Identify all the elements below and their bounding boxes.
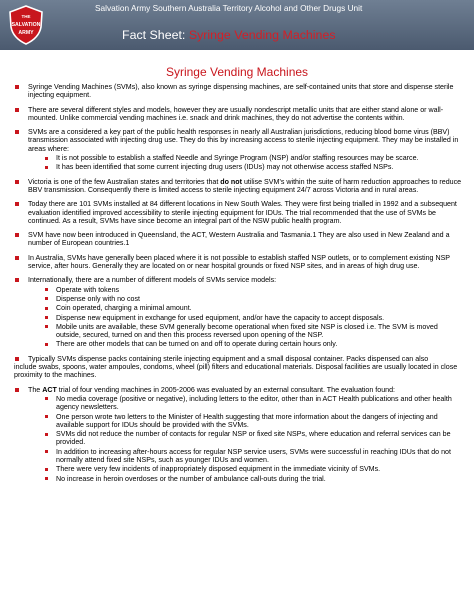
sub-list — [28, 395, 462, 483]
paragraph-text: SVMs are a considered a key part of the public health responses in nearly all Australian jurisdictions, reducing blood borne virus (BBV) transmission associated with injecting drug use. They do this by increasing access to sterile injecting equipment. They may be installed in areas where: — [28, 128, 459, 153]
paragraph-text — [28, 178, 462, 195]
sub-item-text: There were very few incidents of inappropriately disposed equipment in the immediate vicinity of SVMs. — [56, 465, 381, 474]
logo-text-salvation: SALVATION — [11, 22, 41, 28]
square-bullet-icon — [15, 388, 19, 392]
text-run: The — [28, 385, 43, 394]
small-bullet-icon — [45, 297, 48, 300]
small-bullet-icon — [45, 316, 48, 319]
sub-list — [28, 154, 462, 172]
header-band — [0, 0, 474, 50]
sub-item-text: Dispense only with no cost — [56, 294, 140, 303]
sub-item-text: No media coverage (positive or negative), including letters to the editor, other than in ACT Health publications and other health agency newsletters. — [56, 394, 452, 412]
list-item — [14, 355, 462, 380]
sub-list-item — [42, 395, 462, 412]
square-bullet-icon — [15, 202, 19, 206]
list-item — [14, 106, 462, 123]
text-run: trial of four vending machines in 2005-2006 was evaluated by an external consultant. The evaluation found: — [56, 385, 396, 394]
sub-list-item — [42, 323, 462, 340]
sub-item-text: Dispense new equipment in exchange for used equipment, and/or have the capacity to accept disposals. — [56, 313, 385, 322]
sub-item-text: Mobile units are available, these SVM generally become operational when fixed site NSP is closed i.e. The SVM is moved outside, secured, turned on and then this process reversed upon opening of the NSP. — [56, 322, 438, 340]
bold-text: ACT — [42, 385, 57, 394]
list-item — [14, 178, 462, 195]
paragraph-text-line1: Typically SVMs dispense packs containing sterile injecting equipment and a small disposal container. Packs dispensed can also — [28, 354, 429, 363]
small-bullet-icon — [45, 343, 48, 346]
sub-item-text: There are other models that can be turned on and off to operate during certain hours only. — [56, 340, 338, 349]
list-item — [14, 128, 462, 171]
bold-text: do not — [220, 177, 242, 186]
small-bullet-icon — [45, 288, 48, 291]
sub-list-item — [42, 340, 462, 348]
page-heading: Syringe Vending Machines — [165, 65, 309, 79]
square-bullet-icon — [15, 130, 19, 134]
sub-item-text: Coin operated, charging a minimal amount. — [56, 304, 192, 313]
list-item — [14, 83, 462, 100]
list-item — [14, 276, 462, 348]
sub-item-text: Operate with tokens — [56, 285, 120, 294]
list-item — [14, 231, 462, 248]
sub-list-item — [42, 154, 462, 162]
sub-item-text: SVMs did not reduce the number of contacts for regular NSP or fixed site NSPs, where education and referral services can be provided. — [56, 430, 451, 447]
square-bullet-icon — [15, 278, 19, 282]
title-highlight: Syringe Vending Machines — [188, 28, 336, 42]
logo-text-army: ARMY — [18, 30, 34, 36]
paragraph-text: Syringe Vending Machines (SVMs), also known as syringe dispensing machines, are self-contained units that store and dispense sterile injecting equipment. — [28, 83, 454, 100]
sub-list-item — [42, 304, 462, 312]
organisation-name: Salvation Army Southern Australia Territory Alcohol and Other Drugs Unit — [95, 3, 363, 13]
sub-list-item — [42, 430, 462, 447]
sub-item-text: No increase in heroin overdoses or the number of ambulance call-outs during the trial. — [56, 474, 326, 483]
paragraph-text — [28, 386, 462, 394]
sub-item-text: It is not possible to establish a staffed Needle and Syringe Program (NSP) and/or staffing resources may be scarce. — [56, 154, 419, 163]
sub-item-text: It has been identified that some current injecting drug users (IDUs) may not otherwise access staffed NSPs. — [56, 163, 394, 172]
sub-item-text: In addition to increasing after-hours access for regular NSP service users, SVMs were successful in reaching IDUs that do not normally attend fixed site NSPs, such as younger IDUs and women. — [56, 447, 451, 464]
square-bullet-icon — [15, 357, 19, 361]
small-bullet-icon — [45, 157, 48, 160]
content-body — [14, 83, 462, 489]
logo-text-the: THE — [21, 14, 31, 19]
fact-sheet-title — [122, 28, 336, 42]
small-bullet-icon — [45, 433, 48, 436]
text-run: Victoria is one of the few Australian states and territories that — [28, 177, 221, 186]
sub-list — [28, 286, 462, 349]
square-bullet-icon — [15, 233, 19, 237]
small-bullet-icon — [45, 397, 48, 400]
title-prefix: Fact Sheet: — [122, 28, 189, 42]
square-bullet-icon — [15, 108, 19, 112]
small-bullet-icon — [45, 325, 48, 328]
paragraph-text: SVM have now been introduced in Queensland, the ACT, Western Australia and Tasmania.1 They are also used in New Zealand and a number of European countries.1 — [28, 231, 450, 248]
sub-list-item — [42, 413, 462, 430]
list-item — [14, 200, 462, 225]
sub-list-item — [42, 314, 462, 322]
square-bullet-icon — [15, 180, 19, 184]
small-bullet-icon — [45, 307, 48, 310]
salvation-army-shield-logo — [6, 5, 46, 45]
square-bullet-icon — [15, 85, 19, 89]
paragraph-text: Today there are 101 SVMs installed at 84 different locations in New South Wales. They were first being trialled in 1992 and a subsequent evaluation identified improved accessibility to sterile injecting equipment for IDUs. The trial recommended that the use of SVMs be continued. As a result, SVMs have since become an integral part of the NSW public health program. — [28, 200, 457, 225]
sub-list-item — [42, 465, 462, 473]
small-bullet-icon — [45, 415, 48, 418]
sub-list-item — [42, 295, 462, 303]
paragraph-text-line2: include swabs, spoons, water ampoules, condoms, wheel (pill) filters and educational materials. Disposal facilities are usually located in close proximity to the machines. — [14, 363, 458, 380]
sub-item-text: One person wrote two letters to the Minister of Health suggesting that more information about the dangers of injecting and available support for IDUs should be provided with the SVMs. — [56, 412, 438, 429]
small-bullet-icon — [45, 166, 48, 169]
small-bullet-icon — [45, 477, 48, 480]
list-item — [14, 386, 462, 483]
paragraph-text: There are several different styles and models, however they are usually nondescript metallic units that are either stand alone or wall-mounted. Unlike commercial vending machines i.e. snack and drink machines, they do not advertise the contents within. — [28, 105, 444, 122]
sub-list-item — [42, 163, 462, 171]
square-bullet-icon — [15, 256, 19, 260]
small-bullet-icon — [45, 450, 48, 453]
small-bullet-icon — [45, 468, 48, 471]
list-item — [14, 254, 462, 271]
paragraph-text: In Australia, SVMs have generally been placed where it is not possible to establish staffed NSP outlets, or to complement existing NSP service, after hours. Generally they are located on or near hospital grounds or fixed NSP sites, and in areas of high drug use. — [28, 253, 450, 271]
sub-list-item — [42, 475, 462, 483]
paragraph-text: Internationally, there are a number of different models of SVMs service models: — [28, 276, 277, 285]
text-run: utilise SVM’s within the suite of harm reduction approaches to reduce BBV transmission. Consequently there is limited access to sterile injecting equipment 24/7 across Victoria and in rural areas. — [28, 177, 462, 194]
sub-list-item — [42, 286, 462, 294]
sub-list-item — [42, 448, 462, 465]
